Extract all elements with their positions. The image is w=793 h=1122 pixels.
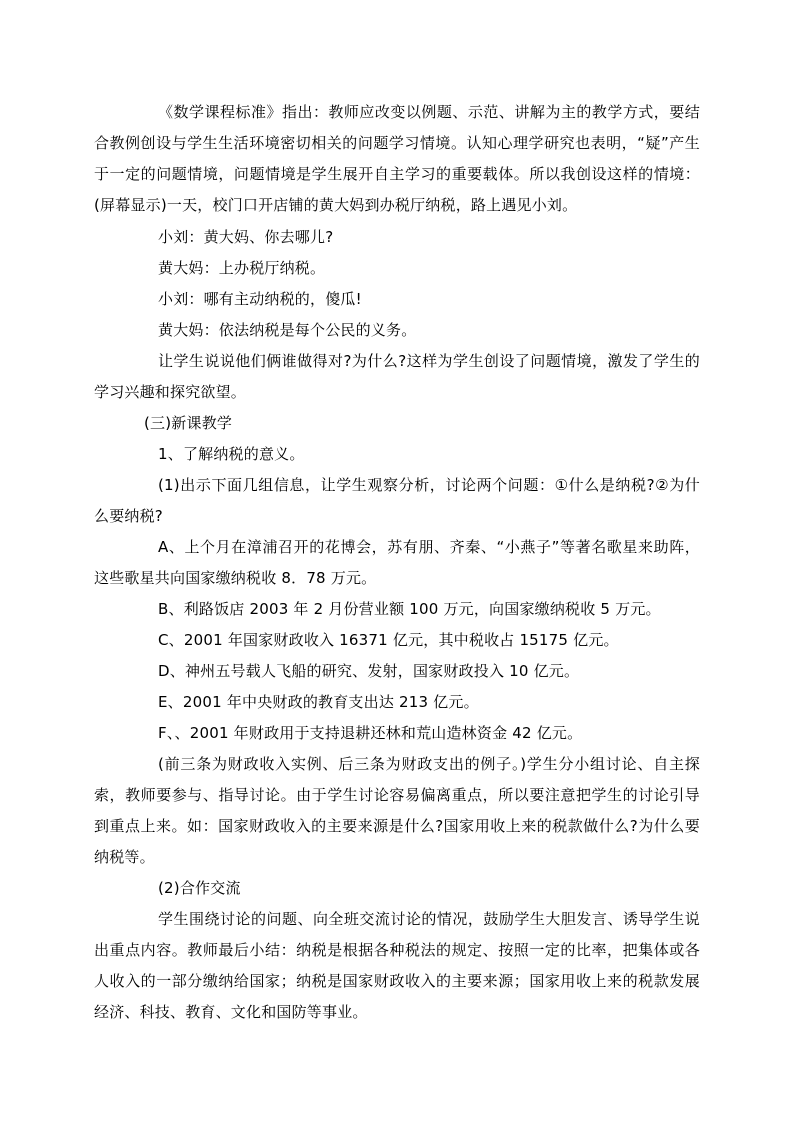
task-paragraph: (1)出示下面几组信息，让学生观察分析，讨论两个问题：①什么是纳税?②为什么要纳税? xyxy=(94,476,700,525)
info-item-e: E、2001 年中央财政的教育支出达 213 亿元。 xyxy=(158,693,479,711)
group-discussion-paragraph: (前三条为财政收入实例、后三条为财政支出的例子。)学生分小组讨论、自主探索，教师要参与、指导讨论。由于学生讨论容易偏离重点，所以要注意把学生的讨论引导到重点上来。如：国家财政收入的主要来源是什么?国家用收上来的税款做什么?为什么要纳税等。 xyxy=(94,755,700,866)
summary-paragraph: 学生围绕讨论的问题、向全班交流讨论的情况，鼓励学生大胆发言、诱导学生说出重点内容。教师最后小结：纳税是根据各种税法的规定、按照一定的比率，把集体或各人收入的一部分缴纳给国家；纳税是国家财政收入的主要来源；国家用收上来的税款发展经济、科技、教育、文化和国防等事业。 xyxy=(94,910,700,1021)
intro-paragraph: 《数学课程标准》指出：教师应改变以例题、示范、讲解为主的教学方式，要结合教例创设与学生生活环境密切相关的问题学习情境。认知心理学研究也表明，“疑”产生于一定的问题情境，问题情境是学生展开自主学习的重要载体。所以我创设这样的情境：(屏幕显示)一天，校门口开店铺的黄大妈到办税厅纳税，路上遇见小刘。 xyxy=(94,103,700,214)
dialogue-line-huang-2: 黄大妈：依法纳税是每个公民的义务。 xyxy=(158,321,417,339)
dialogue-line-xiaoliu-1: 小刘：黄大妈、你去哪儿? xyxy=(158,228,334,246)
info-item-c: C、2001 年国家财政收入 16371 亿元，其中税收占 15175 亿元。 xyxy=(158,631,619,649)
discussion-paragraph: 让学生说说他们俩谁做得对?为什么?这样为学生创设了问题情境，激发了学生的学习兴趣和探究欲望。 xyxy=(94,352,700,401)
info-item-d: D、神州五号载人飞船的研究、发射，国家财政投入 10 亿元。 xyxy=(158,662,580,680)
section-heading: (三)新课教学 xyxy=(144,414,233,432)
cooperation-heading: (2)合作交流 xyxy=(158,879,241,897)
subsection-heading: 1、了解纳税的意义。 xyxy=(158,445,305,463)
dialogue-line-xiaoliu-2: 小刘：哪有主动纳税的，傻瓜! xyxy=(158,290,362,308)
dialogue-line-huang-1: 黄大妈：上办税厅纳税。 xyxy=(158,259,326,277)
info-item-b: B、利路饭店 2003 年 2 月份营业额 100 万元，向国家缴纳税收 5 万元。 xyxy=(158,600,661,618)
info-item-f: F、、2001 年财政用于支持退耕还林和荒山造林资金 42 亿元。 xyxy=(158,724,583,742)
info-item-a: A、上个月在漳浦召开的花博会，苏有朋、齐秦、“小燕子”等著名歌星来助阵，这些歌星共向国家缴纳税收 8．78 万元。 xyxy=(94,538,700,587)
